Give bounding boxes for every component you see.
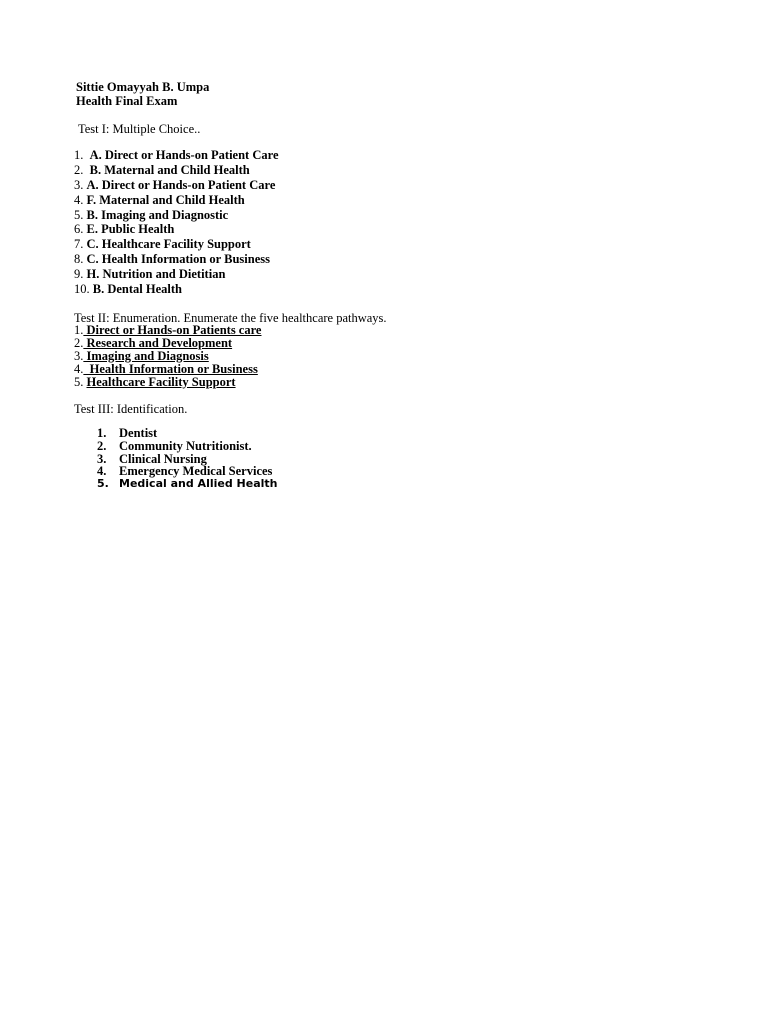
list-item: 9. H. Nutrition and Dietitian [74, 267, 226, 282]
list-item: 10. B. Dental Health [74, 282, 182, 297]
list-item: 5. Medical and Allied Health [97, 477, 278, 491]
test3-answer-list [97, 427, 278, 491]
test2-answer-list [74, 324, 261, 388]
student-name: Sittie Omayyah B. Umpa [76, 80, 210, 94]
list-item: 4. Health Information or Business [74, 361, 258, 376]
list-item: 3. A. Direct or Hands-on Patient Care [74, 177, 276, 192]
test3-title: Test III: Identification. [74, 402, 188, 416]
exam-title: Health Final Exam [76, 94, 178, 108]
list-item: 2. B. Maternal and Child Health [74, 162, 250, 177]
list-item: 5. Healthcare Facility Support [74, 374, 236, 389]
list-item: 1. A. Direct or Hands-on Patient Care [74, 148, 279, 162]
list-item: 4. F. Maternal and Child Health [74, 192, 245, 207]
list-item: 3. Imaging and Diagnosis [74, 348, 209, 363]
list-item: 6. E. Public Health [74, 222, 175, 237]
list-item: 2. Research and Development [74, 335, 233, 350]
document-header [76, 80, 209, 108]
list-item: 1. Direct or Hands-on Patients care [74, 323, 262, 337]
list-item: 1. Dentist [97, 426, 158, 440]
test1-answer-list [74, 148, 279, 297]
list-item: 4. Emergency Medical Services [97, 464, 273, 479]
list-item: 8. C. Health Information or Business [74, 252, 270, 267]
list-item: 2. Community Nutritionist. [97, 438, 252, 453]
list-item: 5. B. Imaging and Diagnostic [74, 207, 229, 222]
test1-title: Test I: Multiple Choice.. [78, 122, 201, 136]
list-item: 3. Clinical Nursing [97, 451, 207, 466]
list-item: 7. C. Healthcare Facility Support [74, 237, 251, 252]
test2-title: Test II: Enumeration. Enumerate the five healthcare pathways. [74, 311, 387, 325]
